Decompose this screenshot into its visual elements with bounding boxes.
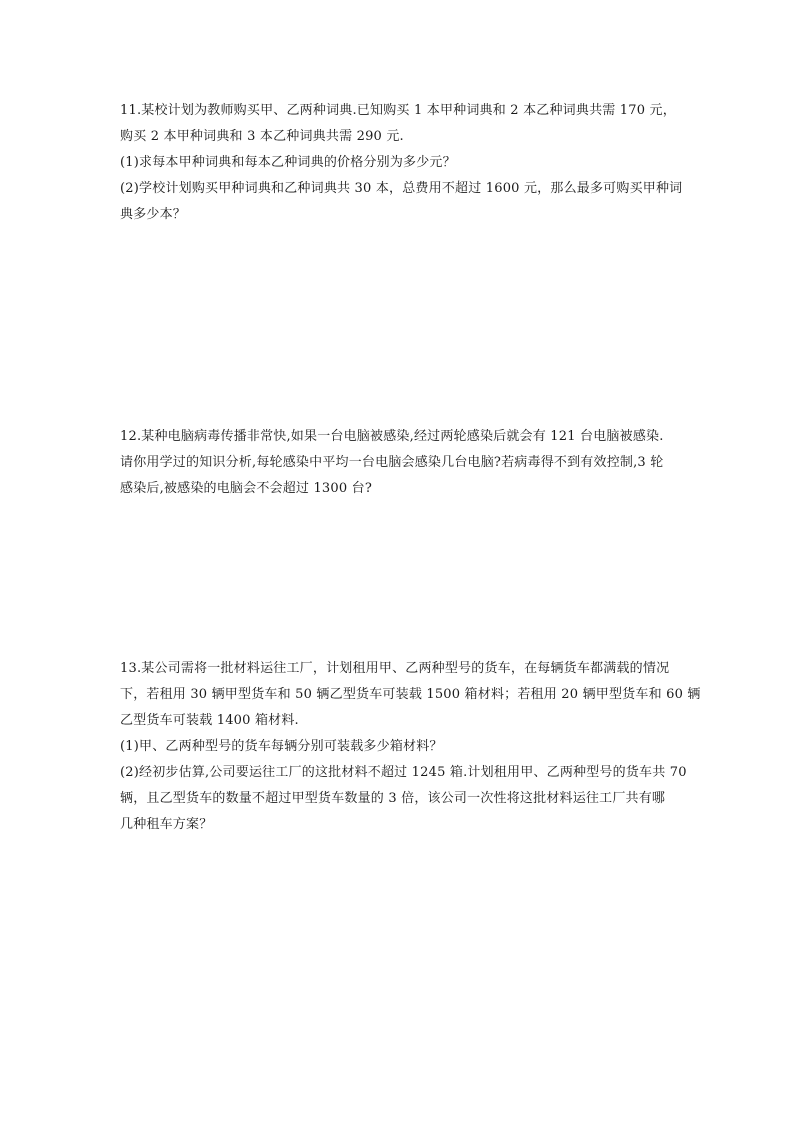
problem-13-part-2-line-1: (2)经初步估算,公司要运往工厂的这批材料不超过 1245 箱.计划租用甲、乙两种型号的货车共 70 bbox=[120, 765, 687, 780]
problem-13-part-1: (1)甲、乙两种型号的货车每辆分别可装载多少箱材料？ bbox=[120, 739, 443, 754]
problem-12-line-3: 感染后,被感染的电脑会不会超过 1300 台? bbox=[120, 481, 373, 496]
problem-11-part-1: (1)求每本甲种词典和每本乙种词典的价格分别为多少元？ bbox=[120, 155, 456, 170]
problem-12-line-1: 12.某种电脑病毒传播非常快,如果一台电脑被感染,经过两轮感染后就会有 121 台电脑被感染. bbox=[120, 429, 664, 444]
problem-11-part-2-line-1: (2)学校计划购买甲种词典和乙种词典共 30 本，总费用不超过 1600 元，那么最多可购买甲种词 bbox=[120, 181, 683, 196]
problem-13-line-1: 13.某公司需将一批材料运往工厂，计划租用甲、乙两种型号的货车，在每辆货车都满载的情况 bbox=[120, 661, 670, 676]
problem-11-line-2: 购买 2 本甲种词典和 3 本乙种词典共需 290 元. bbox=[120, 129, 404, 144]
problem-11-part-2-line-2: 典多少本？ bbox=[120, 207, 187, 222]
problem-13-part-2-line-3: 几种租车方案？ bbox=[120, 817, 213, 832]
problem-12-line-2: 请你用学过的知识分析,每轮感染中平均一台电脑会感染几台电脑?若病毒得不到有效控制,3 轮 bbox=[120, 455, 664, 470]
problem-11-line-1: 11.某校计划为教师购买甲、乙两种词典.已知购买 1 本甲种词典和 2 本乙种词典共需 170 元， bbox=[120, 103, 676, 118]
problem-13-part-2-line-2: 辆，且乙型货车的数量不超过甲型货车数量的 3 倍，该公司一次性将这批材料运往工厂共有哪 bbox=[120, 791, 666, 806]
problem-11 bbox=[120, 98, 700, 228]
problem-12 bbox=[120, 424, 700, 502]
problem-13-line-3: 乙型货车可装载 1400 箱材料. bbox=[120, 713, 299, 728]
problem-13-line-2: 下，若租用 30 辆甲型货车和 50 辆乙型货车可装载 1500 箱材料；若租用 20 辆甲型货车和 60 辆 bbox=[120, 687, 701, 702]
problem-13 bbox=[120, 656, 700, 838]
